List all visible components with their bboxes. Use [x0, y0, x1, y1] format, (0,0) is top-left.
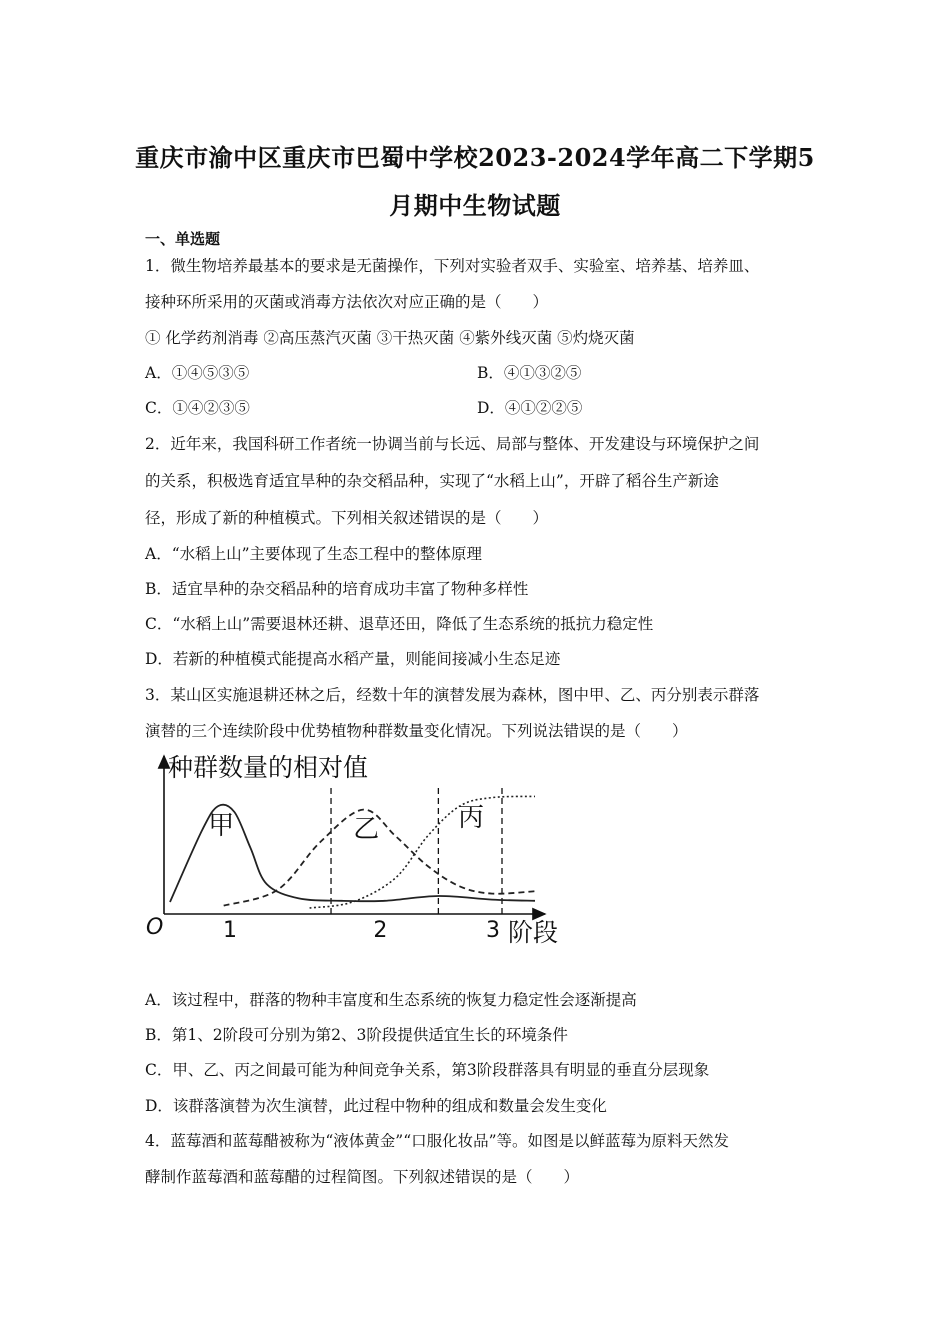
series-line-2	[224, 810, 535, 906]
q3-stem-1: 3．某山区实施退耕还林之后，经数十年的演替发展为森林，图中甲、乙、丙分别表示群落	[145, 686, 760, 704]
q4-stem-1: 4．蓝莓酒和蓝莓醋被称为“液体黄金”“口服化妆品”等。如图是以鲜蓝莓为原料天然发	[145, 1132, 730, 1150]
succession-chart	[140, 748, 570, 958]
series-label-1: 甲	[208, 811, 235, 841]
q3-option-a: A．该过程中，群落的物种丰富度和生态系统的恢复力稳定性会逐渐提高	[145, 991, 637, 1009]
q3-stem-2: 演替的三个连续阶段中优势植物种群数量变化情况。下列说法错误的是（ ）	[145, 722, 688, 740]
q2-option-d: D．若新的种植模式能提高水稻产量，则能间接减小生态足迹	[145, 650, 561, 668]
origin-label: O	[146, 915, 164, 940]
q1-stem-1: 1．微生物培养最基本的要求是无菌操作，下列对实验者双手、实验室、培养基、培养皿、	[145, 257, 760, 275]
q1-option-a: A．①④⑤③⑤	[145, 364, 250, 382]
tick-label-2: 2	[373, 918, 388, 943]
q1-option-c: C．①④②③⑤	[145, 399, 250, 417]
x-axis-label: 阶段	[508, 918, 559, 947]
q1-option-d: D．④①②②⑤	[477, 399, 583, 417]
q1-items: ① 化学药剂消毒 ②高压蒸汽灭菌 ③干热灭菌 ④紫外线灭菌 ⑤灼烧灭菌	[145, 329, 635, 347]
section-heading: 一、单选题	[145, 230, 221, 248]
y-axis-label: 种群数量的相对值	[168, 753, 369, 782]
q2-option-b: B．适宜旱种的杂交稻品种的培育成功丰富了物种多样性	[145, 580, 529, 598]
q3-option-d: D．该群落演替为次生演替，此过程中物种的组成和数量会发生变化	[145, 1097, 607, 1115]
q2-option-a: A．“水稻上山”主要体现了生态工程中的整体原理	[145, 545, 483, 563]
q3-option-b: B．第1、2阶段可分别为第2、3阶段提供适宜生长的环境条件	[145, 1026, 568, 1044]
page-title: 重庆市渝中区重庆市巴蜀中学校2023-2024学年高二下学期5	[135, 143, 815, 172]
series-label-2: 乙	[353, 814, 380, 845]
series-line-3	[310, 796, 535, 908]
q4-stem-2: 酵制作蓝莓酒和蓝莓醋的过程简图。下列叙述错误的是（ ）	[145, 1168, 580, 1186]
q2-stem-2: 的关系，积极选育适宜旱种的杂交稻品种，实现了“水稻上山”，开辟了稻谷生产新途	[145, 472, 719, 490]
q2-option-c: C．“水稻上山”需要退林还耕、退草还田，降低了生态系统的抵抗力稳定性	[145, 615, 654, 633]
q2-stem-1: 2．近年来，我国科研工作者统一协调当前与长远、局部与整体、开发建设与环境保护之间	[145, 435, 760, 453]
tick-label-1: 1	[223, 918, 238, 943]
page-title-cont: 月期中生物试题	[389, 191, 561, 220]
q1-stem-2: 接种环所采用的灭菌或消毒方法依次对应正确的是（ ）	[145, 293, 549, 311]
q1-option-b: B．④①③②⑤	[477, 364, 582, 382]
q2-stem-3: 径，形成了新的种植模式。下列相关叙述错误的是（ ）	[145, 509, 549, 527]
q3-option-c: C．甲、乙、丙之间最可能为种间竞争关系，第3阶段群落具有明显的垂直分层现象	[145, 1061, 710, 1079]
series-label-3: 丙	[458, 803, 485, 833]
tick-label-3: 3	[486, 918, 501, 943]
